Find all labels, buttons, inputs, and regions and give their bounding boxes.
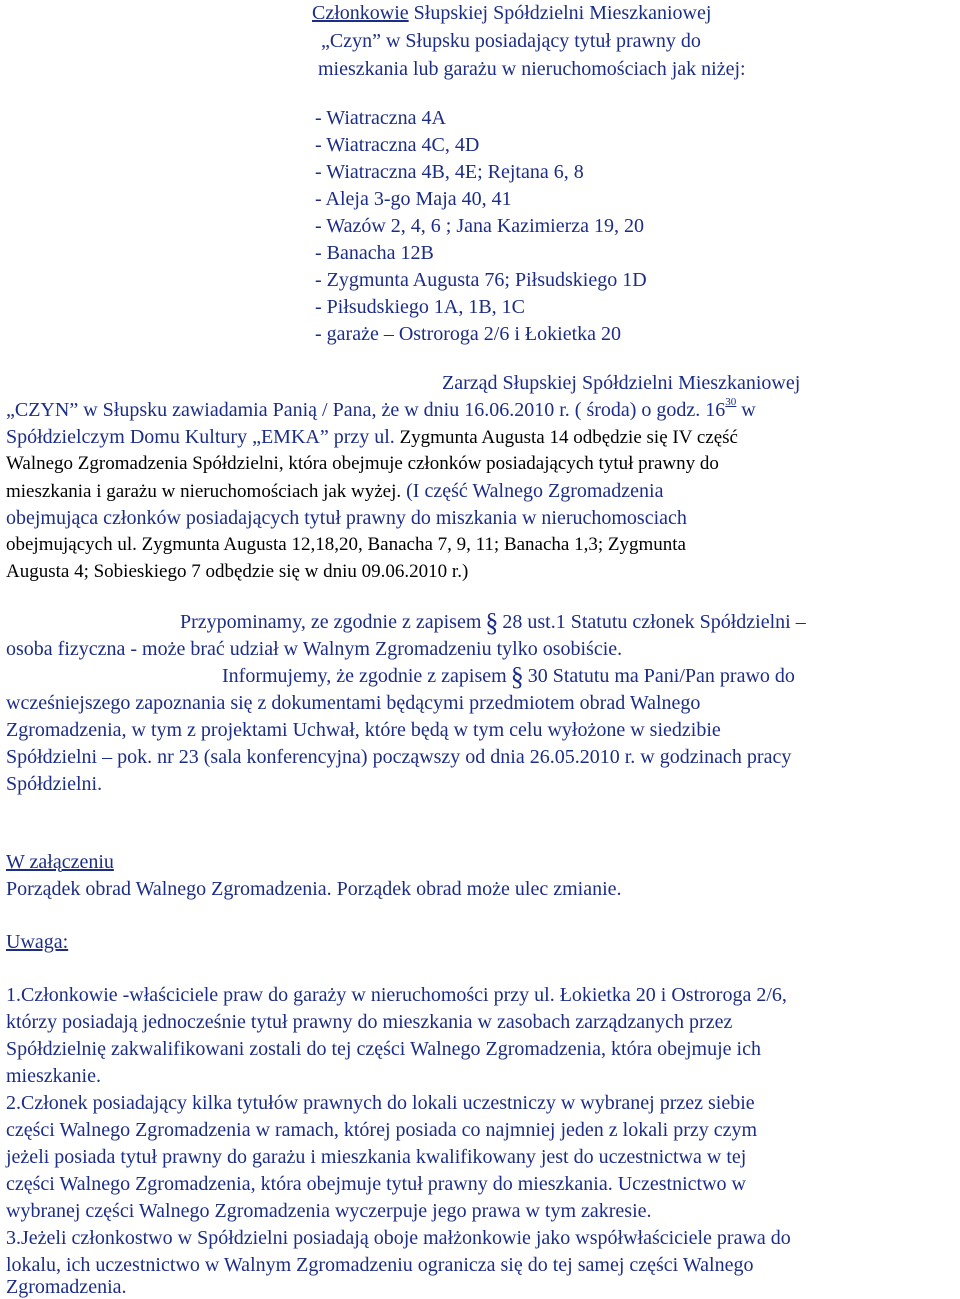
section-sign-icon: § xyxy=(485,608,499,638)
notice-venue: Spółdzielczym Domu Kultury „EMKA” przy ul. xyxy=(6,426,395,448)
notice-line-4: Walnego Zgromadzenia Spółdzielni, która obejmuje członków posiadających tytuł prawny do xyxy=(6,453,719,474)
reminder-line-2: osoba fizyczna - może brać udział w Walnym Zgromadzeniu tylko osobiście. xyxy=(6,638,623,660)
address-item: - Wiatraczna 4C, 4D xyxy=(315,134,480,156)
address-item: - garaże – Ostroroga 2/6 i Łokietka 20 xyxy=(315,323,622,345)
header-line-2: „Czyn” w Słupsku posiadający tytuł prawny do xyxy=(321,30,701,52)
remarks-line: części Walnego Zgromadzenia w ramach, której posiada co najmniej jeden z lokali przy czym xyxy=(6,1119,758,1141)
notice-line-5 xyxy=(6,479,663,504)
inform-line-2: wcześniejszego zapoznania się z dokumentami będącymi przedmiotem obrad Walnego xyxy=(6,692,701,714)
header-cooperative-name: Słupskiej Spółdzielni Mieszkaniowej xyxy=(408,2,712,24)
notice-part-one-start: (I część Walnego Zgromadzenia xyxy=(401,480,664,502)
notice-line-3 xyxy=(6,425,738,450)
remarks-line: jeżeli posiada tytuł prawny do garażu i mieszkania kwalifikowany jest do uczestnictwa w tej xyxy=(6,1146,747,1168)
address-item: - Banacha 12B xyxy=(315,242,434,264)
address-item: - Wiatraczna 4A xyxy=(315,107,446,129)
inform-intro: Informujemy, że zgodnie z zapisem xyxy=(222,665,507,687)
attachment-heading: W załączeniu xyxy=(6,851,114,873)
attachment-text: Porządek obrad Walnego Zgromadzenia. Porządek obrad może ulec zmianie. xyxy=(6,878,622,900)
notice-board-line: Zarząd Słupskiej Spółdzielni Mieszkaniowej xyxy=(442,372,801,394)
remarks-heading: Uwaga: xyxy=(6,931,69,953)
notice-line-8: Augusta 4; Sobieskiego 7 odbędzie się w dniu 09.06.2010 r.) xyxy=(6,561,469,582)
address-item: - Wiatraczna 4B, 4E; Rejtana 6, 8 xyxy=(315,161,584,183)
remarks-line: wybranej części Walnego Zgromadzenia wyczerpuje jego prawa w tym zakresie. xyxy=(6,1200,652,1222)
notice-line-6: obejmująca członków posiadających tytuł prawny do miszkania w nieruchomosciach xyxy=(6,507,687,529)
reminder-line-1 xyxy=(180,608,954,638)
notice-line-2 xyxy=(6,398,756,422)
inform-line-3: Zgromadzenia, w tym z projektami Uchwał, które będą w tym celu wyłożone w siedzibie xyxy=(6,719,721,741)
inform-line-1 xyxy=(222,662,795,692)
notice-line-2-tail: w xyxy=(736,399,756,421)
reminder-statute-ref: 28 ust.1 Statutu członek Spółdzielni – xyxy=(502,611,806,633)
remarks-line: 2.Członek posiadający kilka tytułów prawnych do lokali uczestniczy w wybranej przez siebie xyxy=(6,1092,755,1114)
remarks-line: 3.Jeżeli członkostwo w Spółdzielni posiadają oboje małżonkowie jako współwłaściciele prawa do xyxy=(6,1227,791,1249)
remarks-line: mieszkanie. xyxy=(6,1065,101,1087)
notice-street: Zygmunta Augusta 14 odbędzie się IV część xyxy=(394,427,738,448)
remarks-line: części Walnego Zgromadzenia, która obejmuje tytuł prawny do mieszkania. Uczestnictwo w xyxy=(6,1173,746,1195)
inform-line-5: Spółdzielni. xyxy=(6,773,103,795)
remarks-line: lokalu, ich uczestnictwo w Walnym Zgromadzeniu ogranicza się do tej samej części Walnego xyxy=(6,1254,754,1276)
header-line-1 xyxy=(312,1,711,25)
address-item: - Piłsudskiego 1A, 1B, 1C xyxy=(315,296,526,318)
header-members-word: Członkowie xyxy=(312,2,409,24)
remarks-line: którzy posiadają jednocześnie tytuł prawny do mieszkania w zasobach zarządzanych przez xyxy=(6,1011,733,1033)
inform-line-4: Spółdzielni – pok. nr 23 (sala konferencyjna) począwszy od dnia 26.05.2010 r. w godzinach pracy xyxy=(6,746,792,768)
remarks-line: Zgromadzenia. xyxy=(6,1276,127,1298)
notice-time-minutes: 30 xyxy=(725,396,737,409)
remarks-line: 1.Członkowie -właściciele praw do garaży w nieruchomości przy ul. Łokietka 20 i Ostroroga 2/6, xyxy=(6,984,787,1006)
reminder-intro: Przypominamy, ze zgodnie z zapisem xyxy=(180,611,482,633)
address-item: - Wazów 2, 4, 6 ; Jana Kazimierza 19, 20 xyxy=(315,215,645,237)
notice-line-7: obejmujących ul. Zygmunta Augusta 12,18,20, Banacha 7, 9, 11; Banacha 1,3; Zygmunta xyxy=(6,534,686,555)
notice-date-text: „CZYN” w Słupsku zawiadamia Panią / Pana, że w dniu 16.06.2010 r. ( środa) o godz. 16 xyxy=(6,399,726,421)
remarks-line: Spółdzielnię zakwalifikowani zostali do tej części Walnego Zgromadzenia, która obejmuje ich xyxy=(6,1038,761,1060)
notice-scope: mieszkania i garażu w nieruchomościach jak wyżej. xyxy=(6,481,402,502)
address-item: - Aleja 3-go Maja 40, 41 xyxy=(315,188,512,210)
address-item: - Zygmunta Augusta 76; Piłsudskiego 1D xyxy=(315,269,647,291)
section-sign-icon: § xyxy=(510,662,524,692)
inform-statute-ref: 30 Statutu ma Pani/Pan prawo do xyxy=(527,665,795,687)
header-line-3: mieszkania lub garażu w nieruchomościach jak niżej: xyxy=(318,58,746,80)
